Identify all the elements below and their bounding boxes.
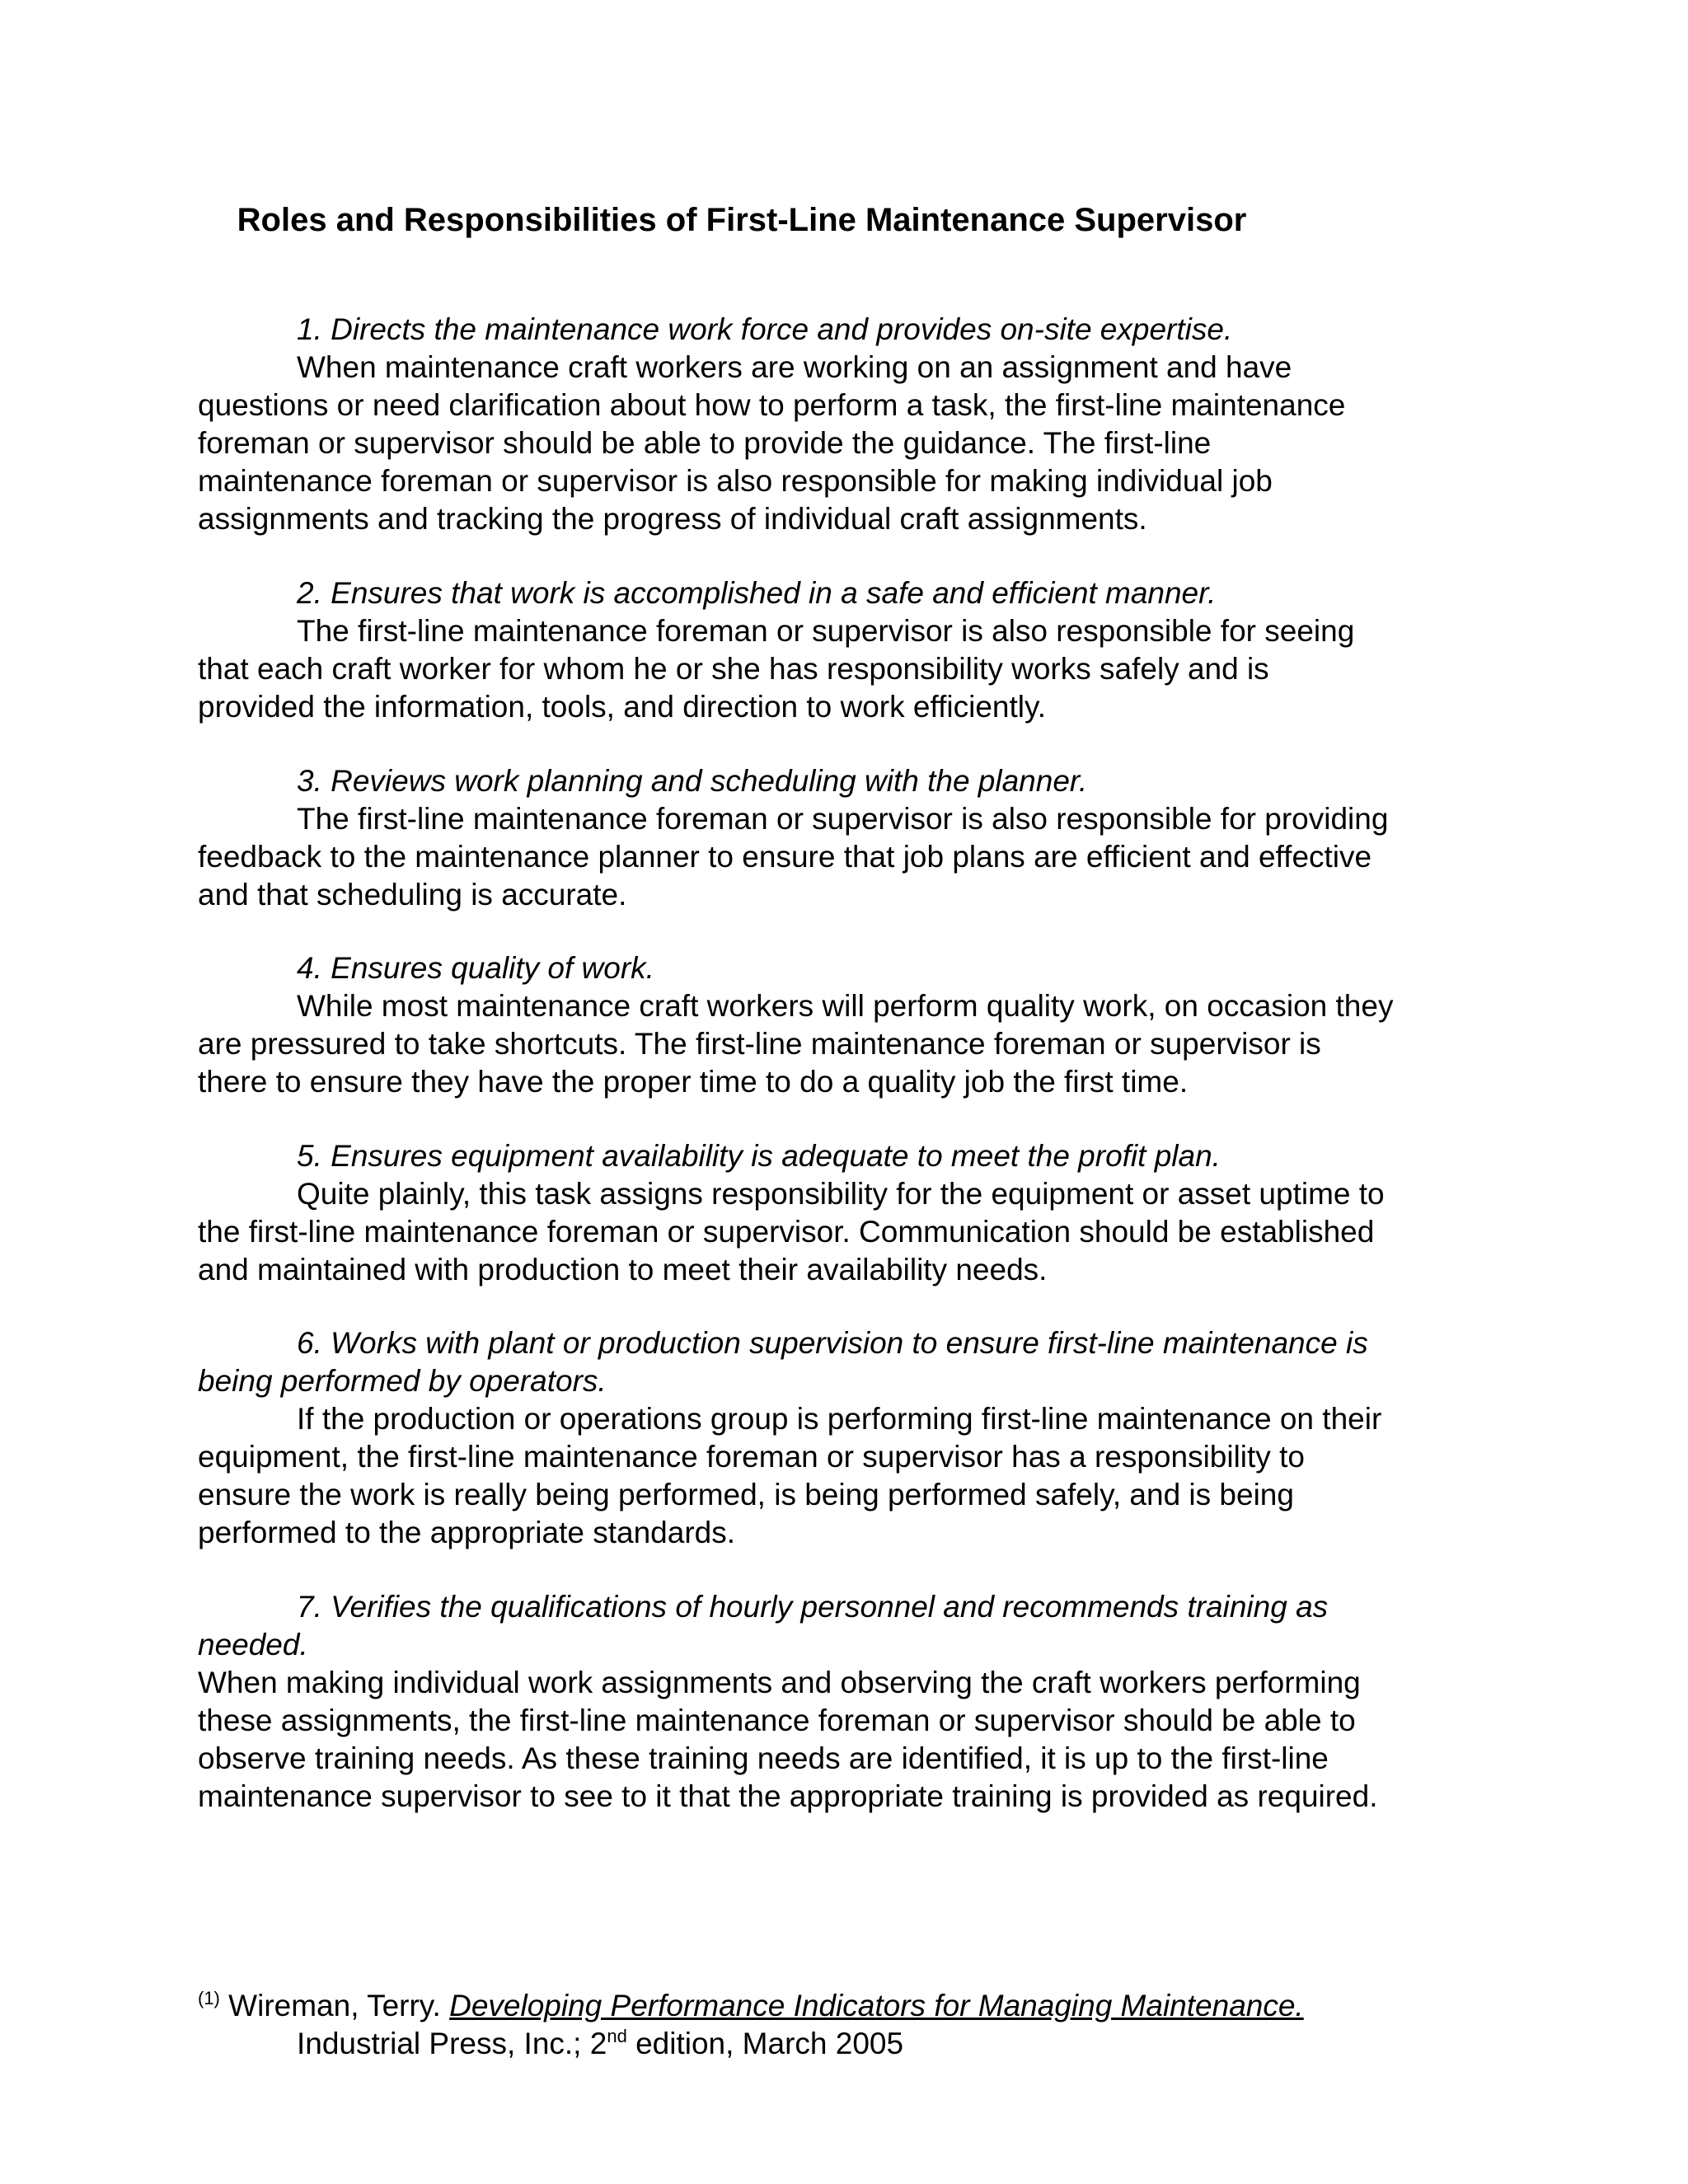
section-body-line: If the production or operations group is performing first-line maintenance on their [297,1402,1382,1436]
section-body-line: foreman or supervisor should be able to provide the guidance. The first-line [198,426,1212,460]
section-body-line: The first-line maintenance foreman or supervisor is also responsible for seeing [297,614,1355,648]
section-5 [198,1137,1517,1289]
section-body-line: feedback to the maintenance planner to ensure that job plans are efficient and effective [198,840,1372,874]
section-heading: 3. Reviews work planning and scheduling with the planner. [297,764,1088,798]
section-heading: 5. Ensures equipment availability is adequate to meet the profit plan. [297,1139,1221,1173]
section-heading: 7. Verifies the qualifications of hourly personnel and recommends training as [297,1590,1329,1624]
section-body-line: The first-line maintenance foreman or supervisor is also responsible for providing [297,802,1389,836]
section-body-line: ensure the work is really being performed, is being performed safely, and is being [198,1478,1294,1511]
section-body-line: questions or need clarification about how to perform a task, the first-line maintenance [198,388,1346,422]
footnote-publisher-suffix: edition, March 2005 [626,2027,904,2060]
section-body-line: are pressured to take shortcuts. The first-line maintenance foreman or supervisor is [198,1027,1321,1061]
footnote-author: Wireman, Terry. [219,1989,450,2022]
section-body-line: maintenance foreman or supervisor is also responsible for making individual job [198,464,1273,498]
section-6 [198,1324,1517,1552]
section-heading-cont: being performed by operators. [198,1364,607,1398]
footnote [198,1987,1304,2063]
section-body-line: the first-line maintenance foreman or supervisor. Communication should be established [198,1215,1375,1249]
section-body-line: these assignments, the first-line maintenance foreman or supervisor should be able to [198,1704,1356,1737]
section-3 [198,762,1517,914]
section-4 [198,949,1517,1101]
section-7 [198,1588,1517,1816]
section-heading: 2. Ensures that work is accomplished in a safe and efficient manner. [297,576,1217,610]
section-heading: 1. Directs the maintenance work force and provides on-site expertise. [297,312,1233,346]
section-body-line: that each craft worker for whom he or she has responsibility works safely and is [198,652,1269,686]
section-body-line: performed to the appropriate standards. [198,1516,735,1549]
section-body-line: and maintained with production to meet their availability needs. [198,1253,1048,1286]
footnote-publisher-prefix: Industrial Press, Inc.; 2 [297,2027,607,2060]
section-body-line: observe training needs. As these training needs are identified, it is up to the first-line [198,1741,1329,1775]
section-body-line: When making individual work assignments and observing the craft workers performing [198,1666,1361,1699]
section-body-line: While most maintenance craft workers will perform quality work, on occasion they [297,989,1394,1023]
section-2 [198,574,1517,726]
section-body-line: and that scheduling is accurate. [198,878,627,912]
section-body-line: there to ensure they have the proper time to do a quality job the first time. [198,1065,1189,1099]
section-body-line: equipment, the first-line maintenance foreman or supervisor has a responsibility to [198,1440,1305,1474]
section-body-line: provided the information, tools, and direction to work efficiently. [198,690,1047,724]
footnote-citation [198,1987,1304,2025]
section-body-line: maintenance supervisor to see to it that the appropriate training is provided as required. [198,1779,1378,1813]
section-heading-cont: needed. [198,1628,308,1661]
footnote-edition-sup: nd [607,2026,627,2046]
footnote-publisher [198,2025,1304,2063]
section-body-line: Quite plainly, this task assigns responsibility for the equipment or asset uptime to [297,1177,1385,1211]
section-body-line: assignments and tracking the progress of individual craft assignments. [198,502,1147,536]
footnote-book-title: Developing Performance Indicators for Managing Maintenance. [449,1989,1304,2022]
page-title: Roles and Responsibilities of First-Line Maintenance Supervisor [237,202,1247,238]
section-1 [198,311,1517,538]
section-heading: 6. Works with plant or production supervision to ensure first-line maintenance is [297,1326,1368,1360]
footnote-marker: (1) [198,1988,220,2008]
section-body-line: When maintenance craft workers are working on an assignment and have [297,350,1292,384]
section-heading: 4. Ensures quality of work. [297,951,654,985]
